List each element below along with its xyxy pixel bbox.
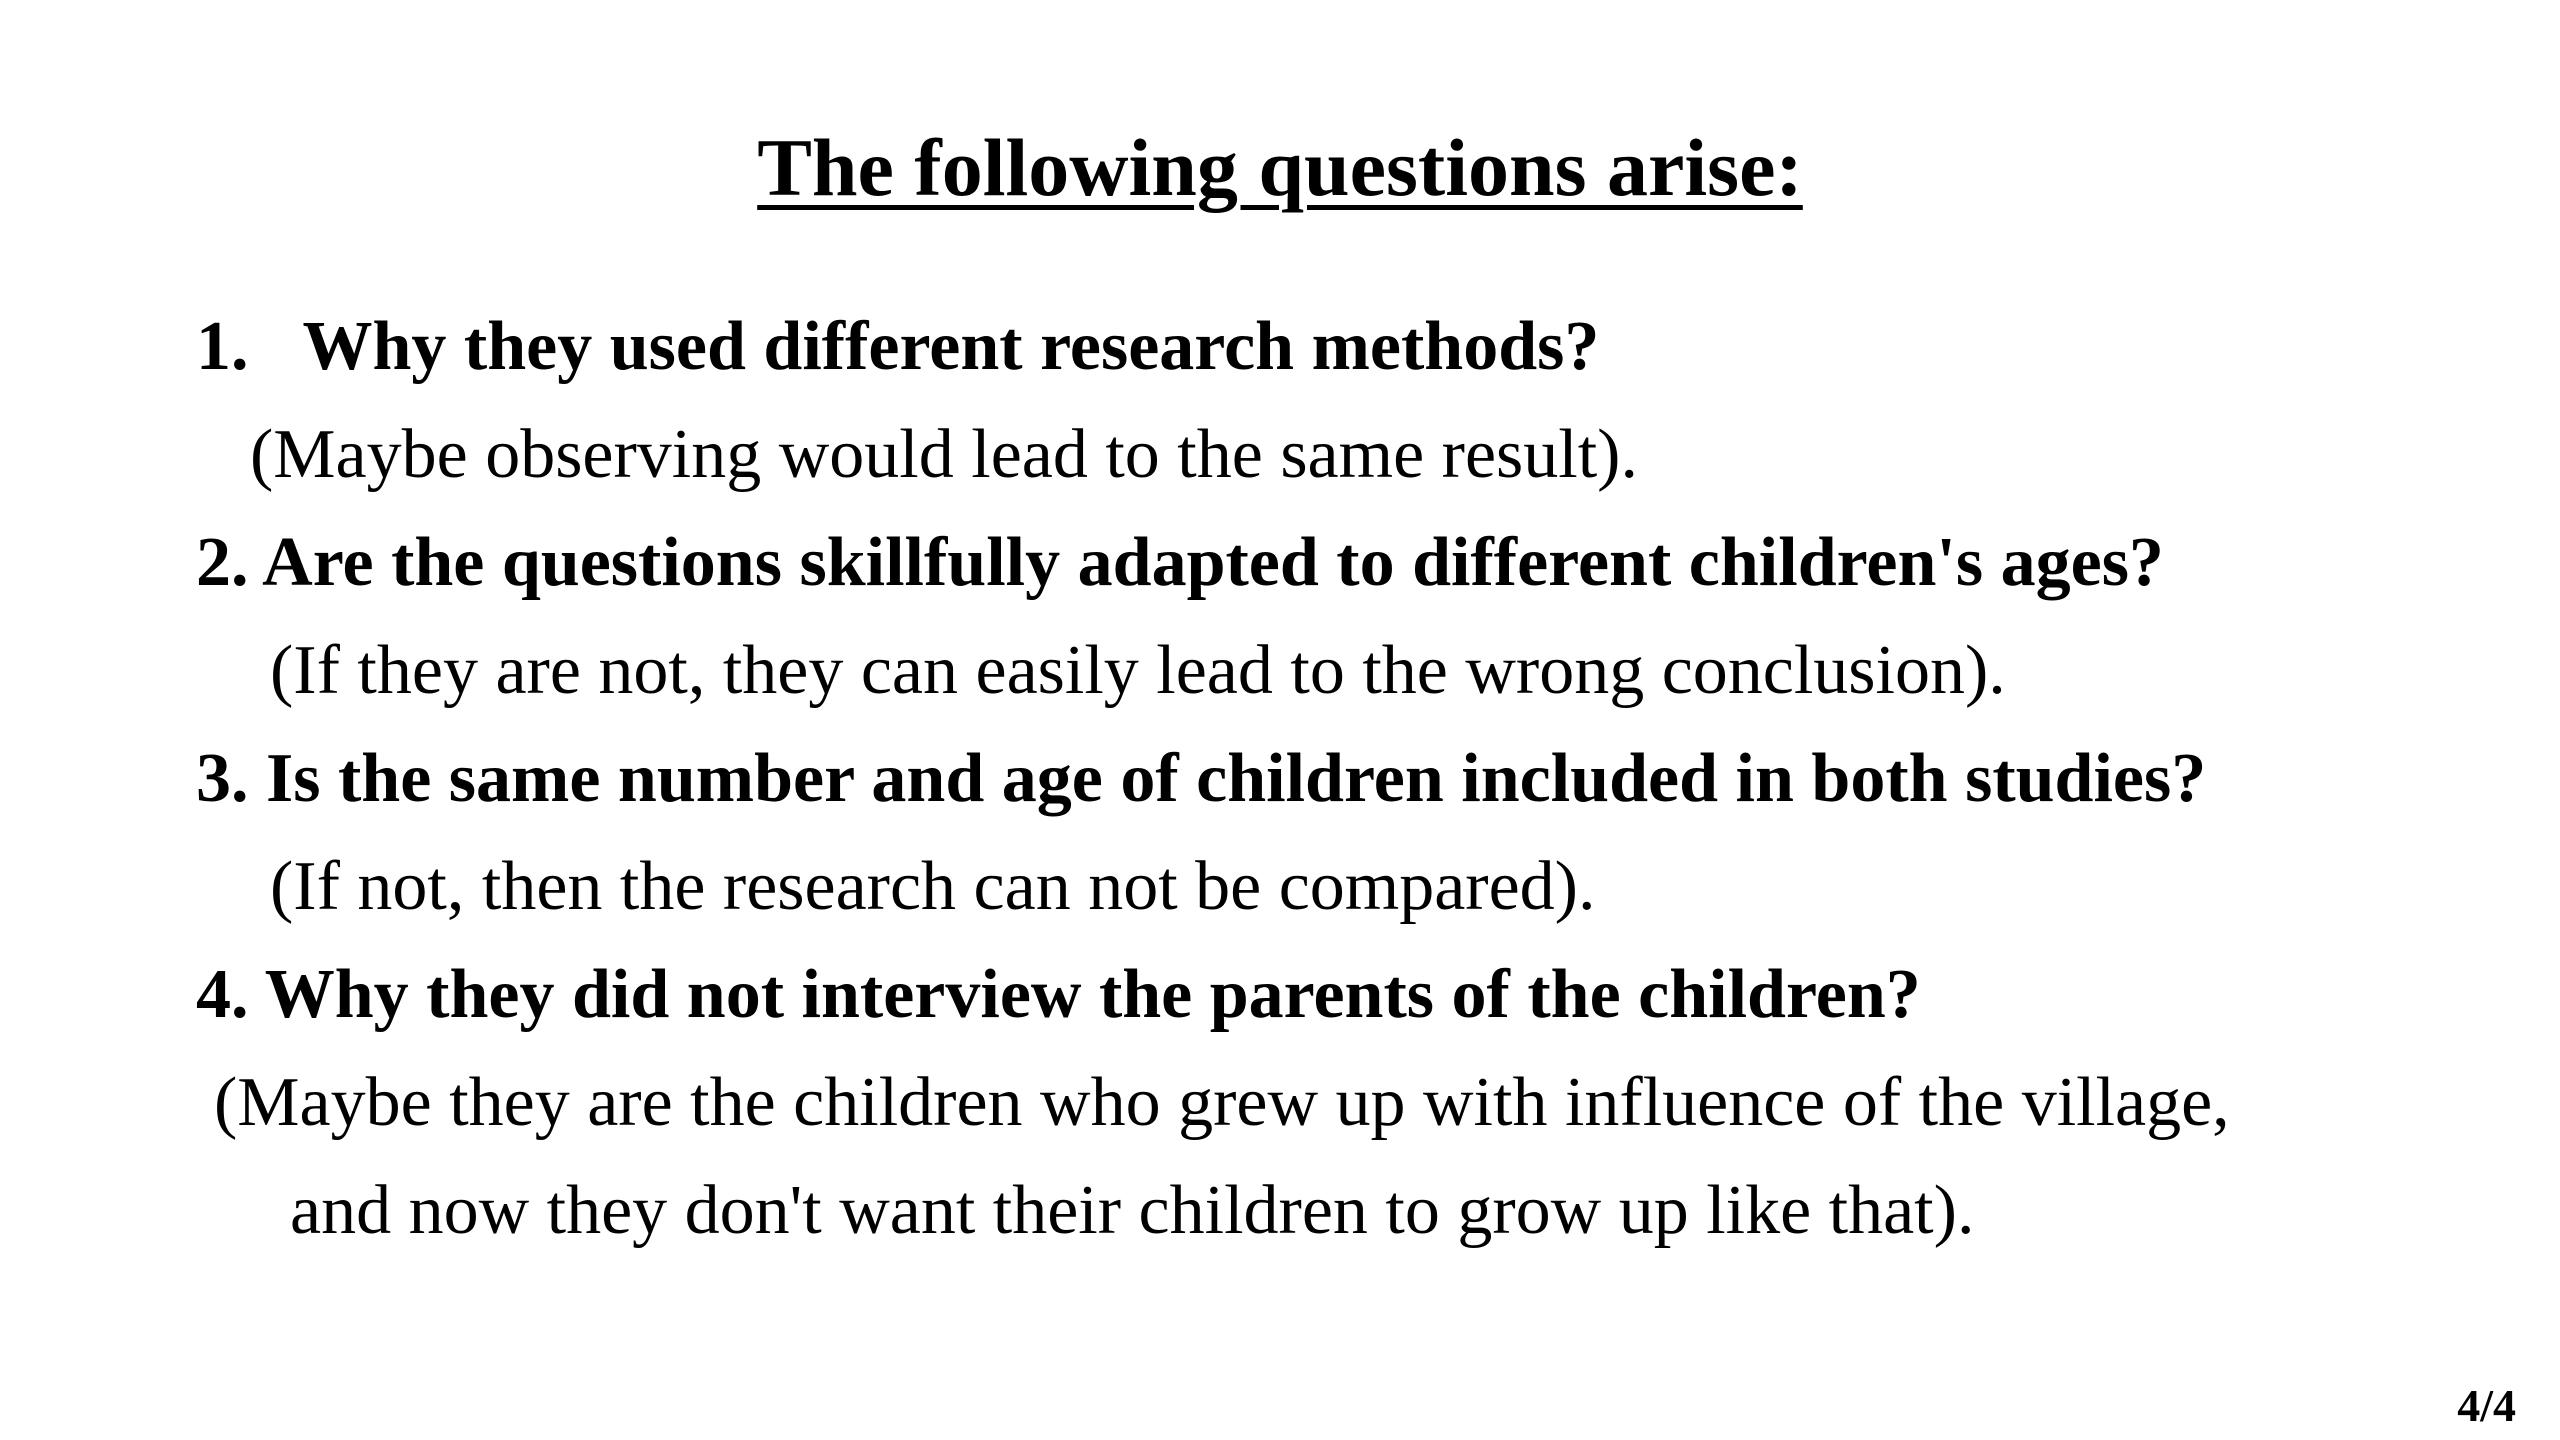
- question-3-text: Is the same number and age of children included in both studies?: [266, 740, 2207, 817]
- question-2: [196, 518, 2164, 608]
- question-1-note: (Maybe observing would lead to the same result).: [250, 416, 1638, 493]
- slide-title: The following questions arise:: [757, 122, 1803, 213]
- question-3-note: (If not, then the research can not be compared).: [270, 848, 1596, 925]
- question-2-text: Are the questions skillfully adapted to different children's ages?: [262, 524, 2164, 601]
- question-4-number: 4.: [196, 956, 249, 1033]
- question-2-number: 2.: [196, 524, 249, 601]
- question-4: [196, 950, 1921, 1040]
- question-3-number: 3.: [196, 740, 249, 817]
- question-1: [196, 302, 1599, 392]
- question-1-text: Why they used different research methods?: [302, 308, 1600, 385]
- question-4-note-line-2: and now they don't want their children to grow up like that).: [290, 1172, 1975, 1249]
- question-4-note-line-1: (Maybe they are the children who grew up with influence of the village,: [214, 1064, 2230, 1141]
- page-number: 4/4: [2457, 1380, 2516, 1431]
- question-2-note: (If they are not, they can easily lead to the wrong conclusion).: [270, 632, 2006, 709]
- question-3: [196, 734, 2206, 824]
- question-4-text: Why they did not interview the parents of the children?: [264, 956, 1921, 1033]
- question-1-number: 1.: [196, 308, 249, 385]
